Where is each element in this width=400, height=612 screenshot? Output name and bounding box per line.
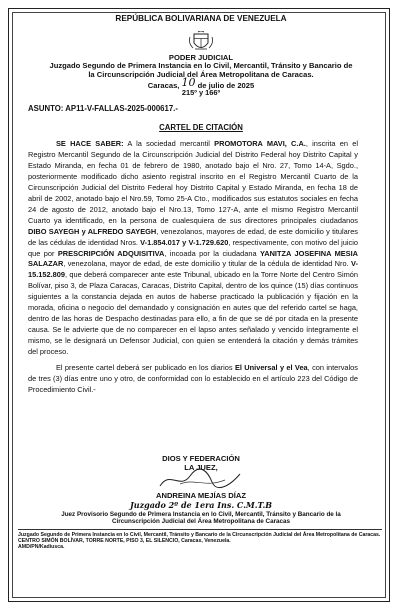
text-run: , incoada por la ciudadana [164,248,260,258]
directors-names: DIBO SAYEGH y ALFREDO SAYEGH [28,226,157,236]
plaintiff-name: YANITZA JOSEFINA MESIA SALAZAR [28,248,358,269]
republic-heading: REPÚBLICA BOLIVARIANA DE VENEZUELA [115,14,287,23]
plaintiff-id: V-15.152.809 [28,259,358,280]
court-stamp-text: Juzgado 2º de 1era Ins. C.M.T.B [129,500,273,510]
body-paragraph-2 [28,363,358,396]
text-run: , inscrita en el Registro Mercantil Segundo de la Circunscripción Judicial del Distrito Federal hoy Distrito Capital y Estado Miranda, en fecha 01 de febrero de 1980, anotado bajo el Nro. 27, Tomo 14-A, Sgdo., posteriormente modificado dicho asiento registral inscrito en el Registro Mercantil Cuarto de la Circunscripción Judicial del Distrito Federal hoy Distrito Capital y Estado Miranda, en fecha 18 de abril de 2002, anotado bajo el Nro.59, Tomo 25-A Cto., modificados sus estatutos sociales en fecha 24 de agosto de 2012, anotado bajo el Nro.13, Tomo 127-A, ante el mismo Registro Mercantil Cuarto ya identificado, en la persona de cualesquiera de sus directores principales ciudadanos [28,139,358,225]
text-run: El presente cartel deberá ser publicado en los diarios [56,363,235,373]
judge-role-line-1: Juez Provisorio Segundo de Primera Instancia en lo Civil, Mercantil, Tránsito y Bancario de la [61,511,341,518]
judge-name: ANDREINA MEJÍAS DÍAZ [155,491,246,500]
text-run: , que deberá comparecer ante este Tribunal, ubicado en la Torre Norte del Centro Simón Bolívar, piso 3, de Plaza Caracas, Caracas, Distrito Capital, dentro de los quince (15) días continuos siguientes a la constancia dejada en autos de haberse practicado la publicación y fijación en la morada, oficina o negocio del demandado y consignación en autes que del referido cartel se haga, dentro de las horas de Despacho destinadas para ello, a fin de que se dé por citada en la presente causa. Se le advierte que de no comparecer en el lapso antes señalado y vencido íntegramente el mismo, se le designará un Defensor Judicial, con quien se entenderá la citación y demás trámites del proceso. [28,270,358,357]
date-suffix: de julio de 2025 [197,81,255,90]
document-title: CARTEL DE CITACIÓN [159,123,243,132]
closing-line-1: DIOS Y FEDERACIÓN [162,454,240,463]
court-heading [20,62,382,79]
text-run: A la sociedad mercantil [123,139,215,148]
footer-initials: AMD/PN/Kadiusca. [18,544,65,551]
court-line-1: Juzgado Segundo de Primera Instancia en lo Civil, Mercantil, Tránsito y Bancario de [49,61,353,70]
coat-of-arms-icon [188,31,214,53]
text-run: , respectivamente, con motivo del juicio que por [28,237,358,258]
document-body [28,139,358,396]
case-number: ASUNTO: AP11-V-FALLAS-2025-000617.- [28,104,178,113]
date-prefix: Caracas, [147,81,180,90]
branch-heading: PODER JUDICIAL [168,53,234,62]
defendant-company: PROMOTORA MAVI, C.A. [214,139,306,148]
newspapers: El Universal y el Vea [234,363,308,373]
text-run: , venezolana, mayor de edad, de este domicilio y titular de la cédula de identidad Nro. [63,259,352,269]
court-line-2: la Circunscripción Judicial del Área Metropolitana de Caracas. [88,69,314,79]
case-type: PRESCRIPCIÓN ADQUISITIVA [57,248,165,258]
text-run: , venezolanos, mayores de edad, de este domicilio y titulares de las cédulas de identidad Nros. [28,226,359,247]
closing-line-2: LA JUEZ, [184,463,218,473]
notice-lead: SE HACE SABER: [56,139,124,148]
footer [18,529,382,551]
body-paragraph-1 [28,139,358,358]
date-day-handwritten: 10 [181,76,196,89]
judge-role [40,511,362,526]
directors-ids: V-1.854.017 y V-1.729.620 [140,237,229,247]
footer-address: Juzgado Segundo de Primera Instancia en lo Civil, Mercantil, Tránsito y Bancario de la Circunscripción Judicial del Área Metropolitana de Caracas. CENTRO SIMÓN BOLÍVAR, TORRE NORTE, PISO 3, EL SILENCIO, Caracas, Venezuela. [18,532,381,545]
text-run: , con intervalos de tres (3) días entre uno y otro, de conformidad con lo establecido en el artículo 223 del Código de Procedimiento Civil.- [28,363,358,394]
judge-role-line-2: Circunscripción Judicial del Área Metropolitana de Caracas [111,518,291,526]
years-line: 215º y 166º [181,88,221,97]
signature-scribble-icon [150,468,250,492]
